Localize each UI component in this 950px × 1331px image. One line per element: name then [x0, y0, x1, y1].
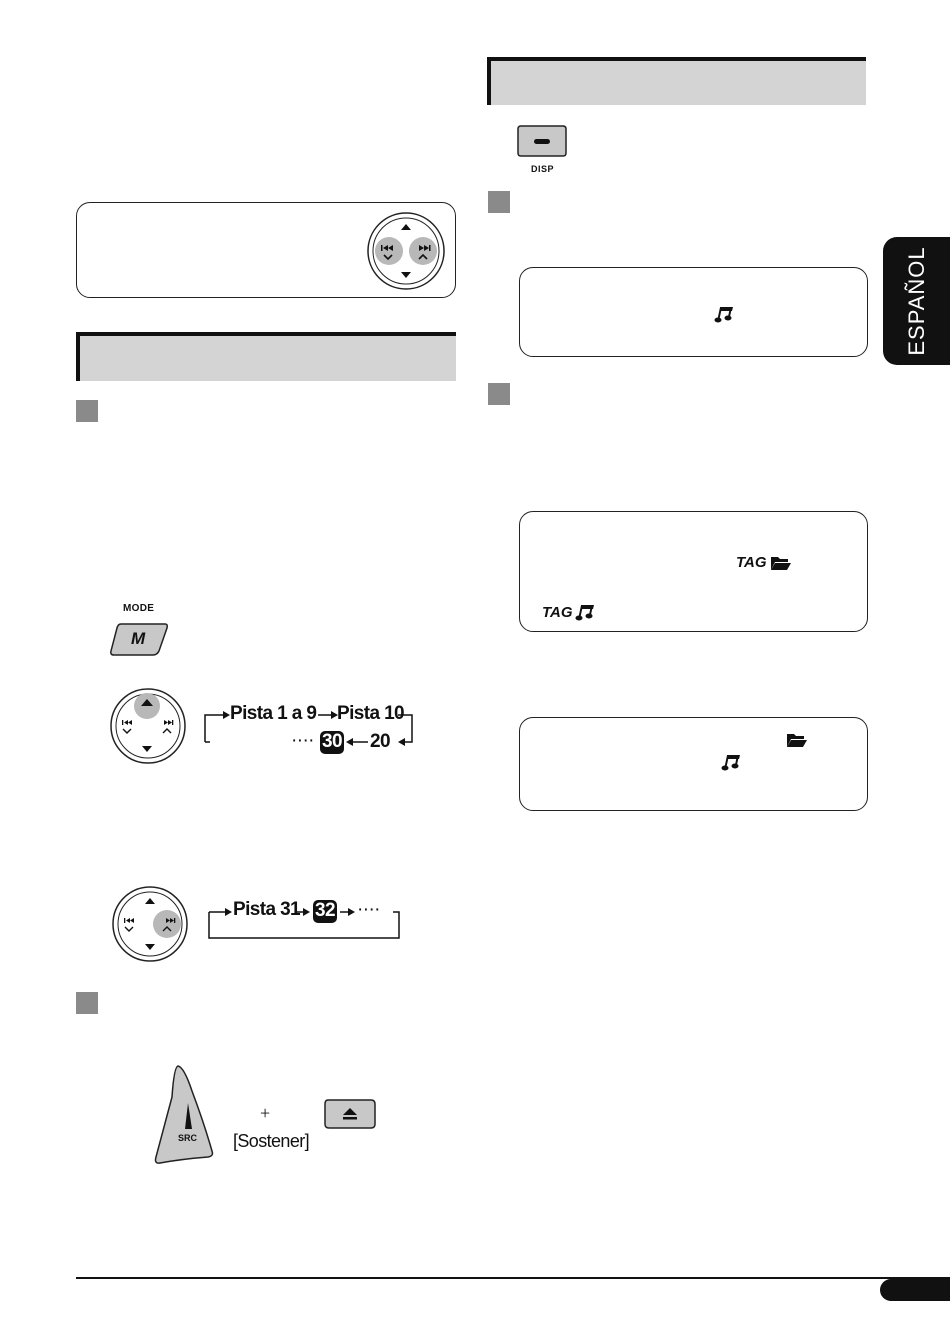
- folder-icon: [786, 731, 808, 748]
- mode-caption: MODE: [123, 603, 155, 614]
- track-flow-2-dots: ····: [357, 899, 380, 920]
- section-header-right: [487, 57, 866, 105]
- music-note-icon: [720, 753, 742, 773]
- control-dial-up-icon: [108, 686, 188, 766]
- control-dial-icon: [365, 210, 447, 292]
- track-flow-1-dots: ····: [291, 730, 314, 751]
- language-tab-label: ESPAÑOL: [903, 246, 929, 356]
- step-marker: [76, 400, 98, 422]
- folder-icon: [770, 554, 792, 571]
- track-flow-1-highlight: 30: [320, 731, 344, 754]
- step-marker: [488, 383, 510, 405]
- src-button-label: SRC: [178, 1133, 198, 1143]
- display-box-1: [519, 267, 868, 357]
- disp-button[interactable]: [517, 125, 567, 157]
- mode-button[interactable]: [109, 621, 169, 657]
- language-tab: [883, 237, 950, 365]
- eject-button[interactable]: [323, 1098, 377, 1130]
- src-button[interactable]: [152, 1063, 216, 1167]
- control-dial-next-icon: [110, 884, 190, 964]
- display-box-2: [519, 511, 868, 632]
- music-note-icon: [574, 603, 596, 623]
- track-flow-2-highlight: 32: [313, 900, 337, 923]
- page-number-tab: [880, 1279, 950, 1301]
- plus-sign: +: [260, 1103, 271, 1123]
- disp-button-label: DISP: [531, 164, 555, 174]
- mode-button-label: M: [131, 629, 146, 648]
- step-marker: [76, 992, 98, 1014]
- music-note-icon: [713, 305, 735, 325]
- display-box-3: [519, 717, 868, 811]
- track-flow-1-step: 20: [370, 731, 390, 752]
- track-flow-1-start: Pista 1 a 9: [230, 703, 317, 724]
- step-marker: [488, 191, 510, 213]
- tag-folder-label: TAG: [736, 554, 767, 571]
- footer-rule: [76, 1277, 950, 1279]
- hold-label: [Sostener]: [233, 1131, 310, 1151]
- tag-track-label: TAG: [542, 604, 573, 621]
- section-header-left: [76, 332, 456, 381]
- track-flow-1-next: Pista 10: [337, 703, 405, 724]
- track-flow-2-start: Pista 31: [233, 899, 301, 920]
- control-dial-box: [76, 202, 456, 298]
